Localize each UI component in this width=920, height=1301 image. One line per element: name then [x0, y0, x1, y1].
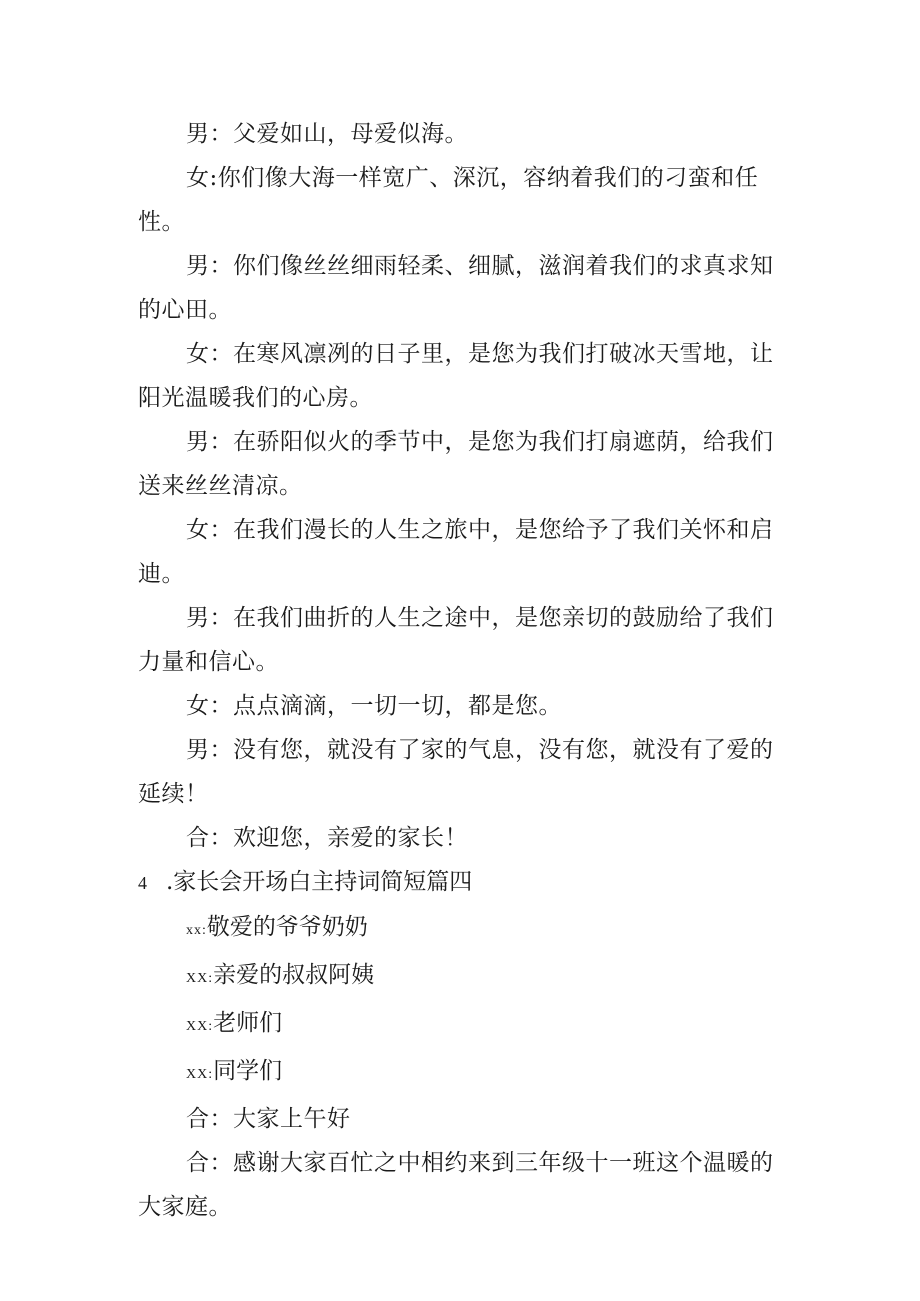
section-heading: [138, 860, 788, 905]
line-text: 在骄阳似火的季节中，是您为我们打扇遮荫，给我们送来丝丝清凉。: [138, 429, 774, 499]
speaker-label: 女：: [186, 517, 233, 543]
speaker-label: 合：: [186, 1106, 233, 1132]
speaker-label: 男：: [186, 121, 233, 147]
closing-line: [138, 1097, 788, 1141]
greeting-line: [138, 953, 788, 1001]
dialogue-line: [138, 728, 788, 816]
dialogue-line: [138, 508, 788, 596]
dialogue-line: [138, 684, 788, 728]
speaker-label: XX:: [186, 1067, 214, 1082]
line-text: 你们像大海一样宽广、深沉，容纳着我们的刁蛮和任性。: [138, 165, 759, 235]
line-text: 同学们: [213, 1058, 283, 1084]
speaker-label: 女:: [186, 165, 218, 191]
line-text: 敬爱的爷爷奶奶: [206, 914, 368, 940]
speaker-label: xx:: [186, 923, 207, 938]
dialogue-line: [138, 816, 788, 860]
greeting-line: [138, 1001, 788, 1049]
speaker-label: 男：: [186, 429, 233, 455]
line-text: 在寒风凛冽的日子里，是您为我们打破冰天雪地，让阳光温暖我们的心房。: [138, 341, 774, 411]
line-text: 父爱如山，母爱似海。: [233, 121, 468, 147]
section-number: 4: [138, 873, 147, 893]
dialogue-line: [138, 156, 788, 244]
speaker-label: 女：: [186, 341, 233, 367]
line-text: 感谢大家百忙之中相约来到三年级十一班这个温暖的大家庭。: [138, 1150, 774, 1220]
line-text: 在我们漫长的人生之旅中，是您给予了我们关怀和启迪。: [138, 517, 774, 587]
line-text: 老师们: [213, 1010, 283, 1036]
speaker-label: 男：: [186, 737, 233, 763]
line-text: 欢迎您，亲爱的家长！: [233, 825, 468, 851]
speaker-label: 合：: [186, 825, 233, 851]
dialogue-line: [138, 420, 788, 508]
line-text: 大家上午好: [233, 1106, 351, 1132]
dialogue-line: [138, 332, 788, 420]
document-content: [138, 112, 788, 1229]
speaker-label: XX:: [186, 971, 214, 986]
line-text: 没有您，就没有了家的气息，没有您，就没有了爱的延续！: [138, 737, 774, 807]
closing-line: [138, 1141, 788, 1229]
line-text: 在我们曲折的人生之途中，是您亲切的鼓励给了我们力量和信心。: [138, 605, 774, 675]
speaker-label: 女：: [186, 693, 233, 719]
dialogue-line: [138, 244, 788, 332]
greeting-line: [138, 1049, 788, 1097]
speaker-label: 男：: [186, 253, 233, 279]
line-text: 点点滴滴，一切一切，都是您。: [233, 693, 562, 719]
dialogue-line: [138, 596, 788, 684]
speaker-label: 合：: [186, 1150, 233, 1176]
greeting-line: [138, 905, 788, 953]
speaker-label: XX:: [186, 1019, 214, 1034]
speaker-label: 男：: [186, 605, 233, 631]
line-text: 亲爱的叔叔阿姨: [213, 962, 375, 988]
section-title: .家长会开场白主持词简短篇四: [166, 869, 473, 895]
dialogue-line: [138, 112, 788, 156]
line-text: 你们像丝丝细雨轻柔、细腻，滋润着我们的求真求知的心田。: [138, 253, 774, 323]
